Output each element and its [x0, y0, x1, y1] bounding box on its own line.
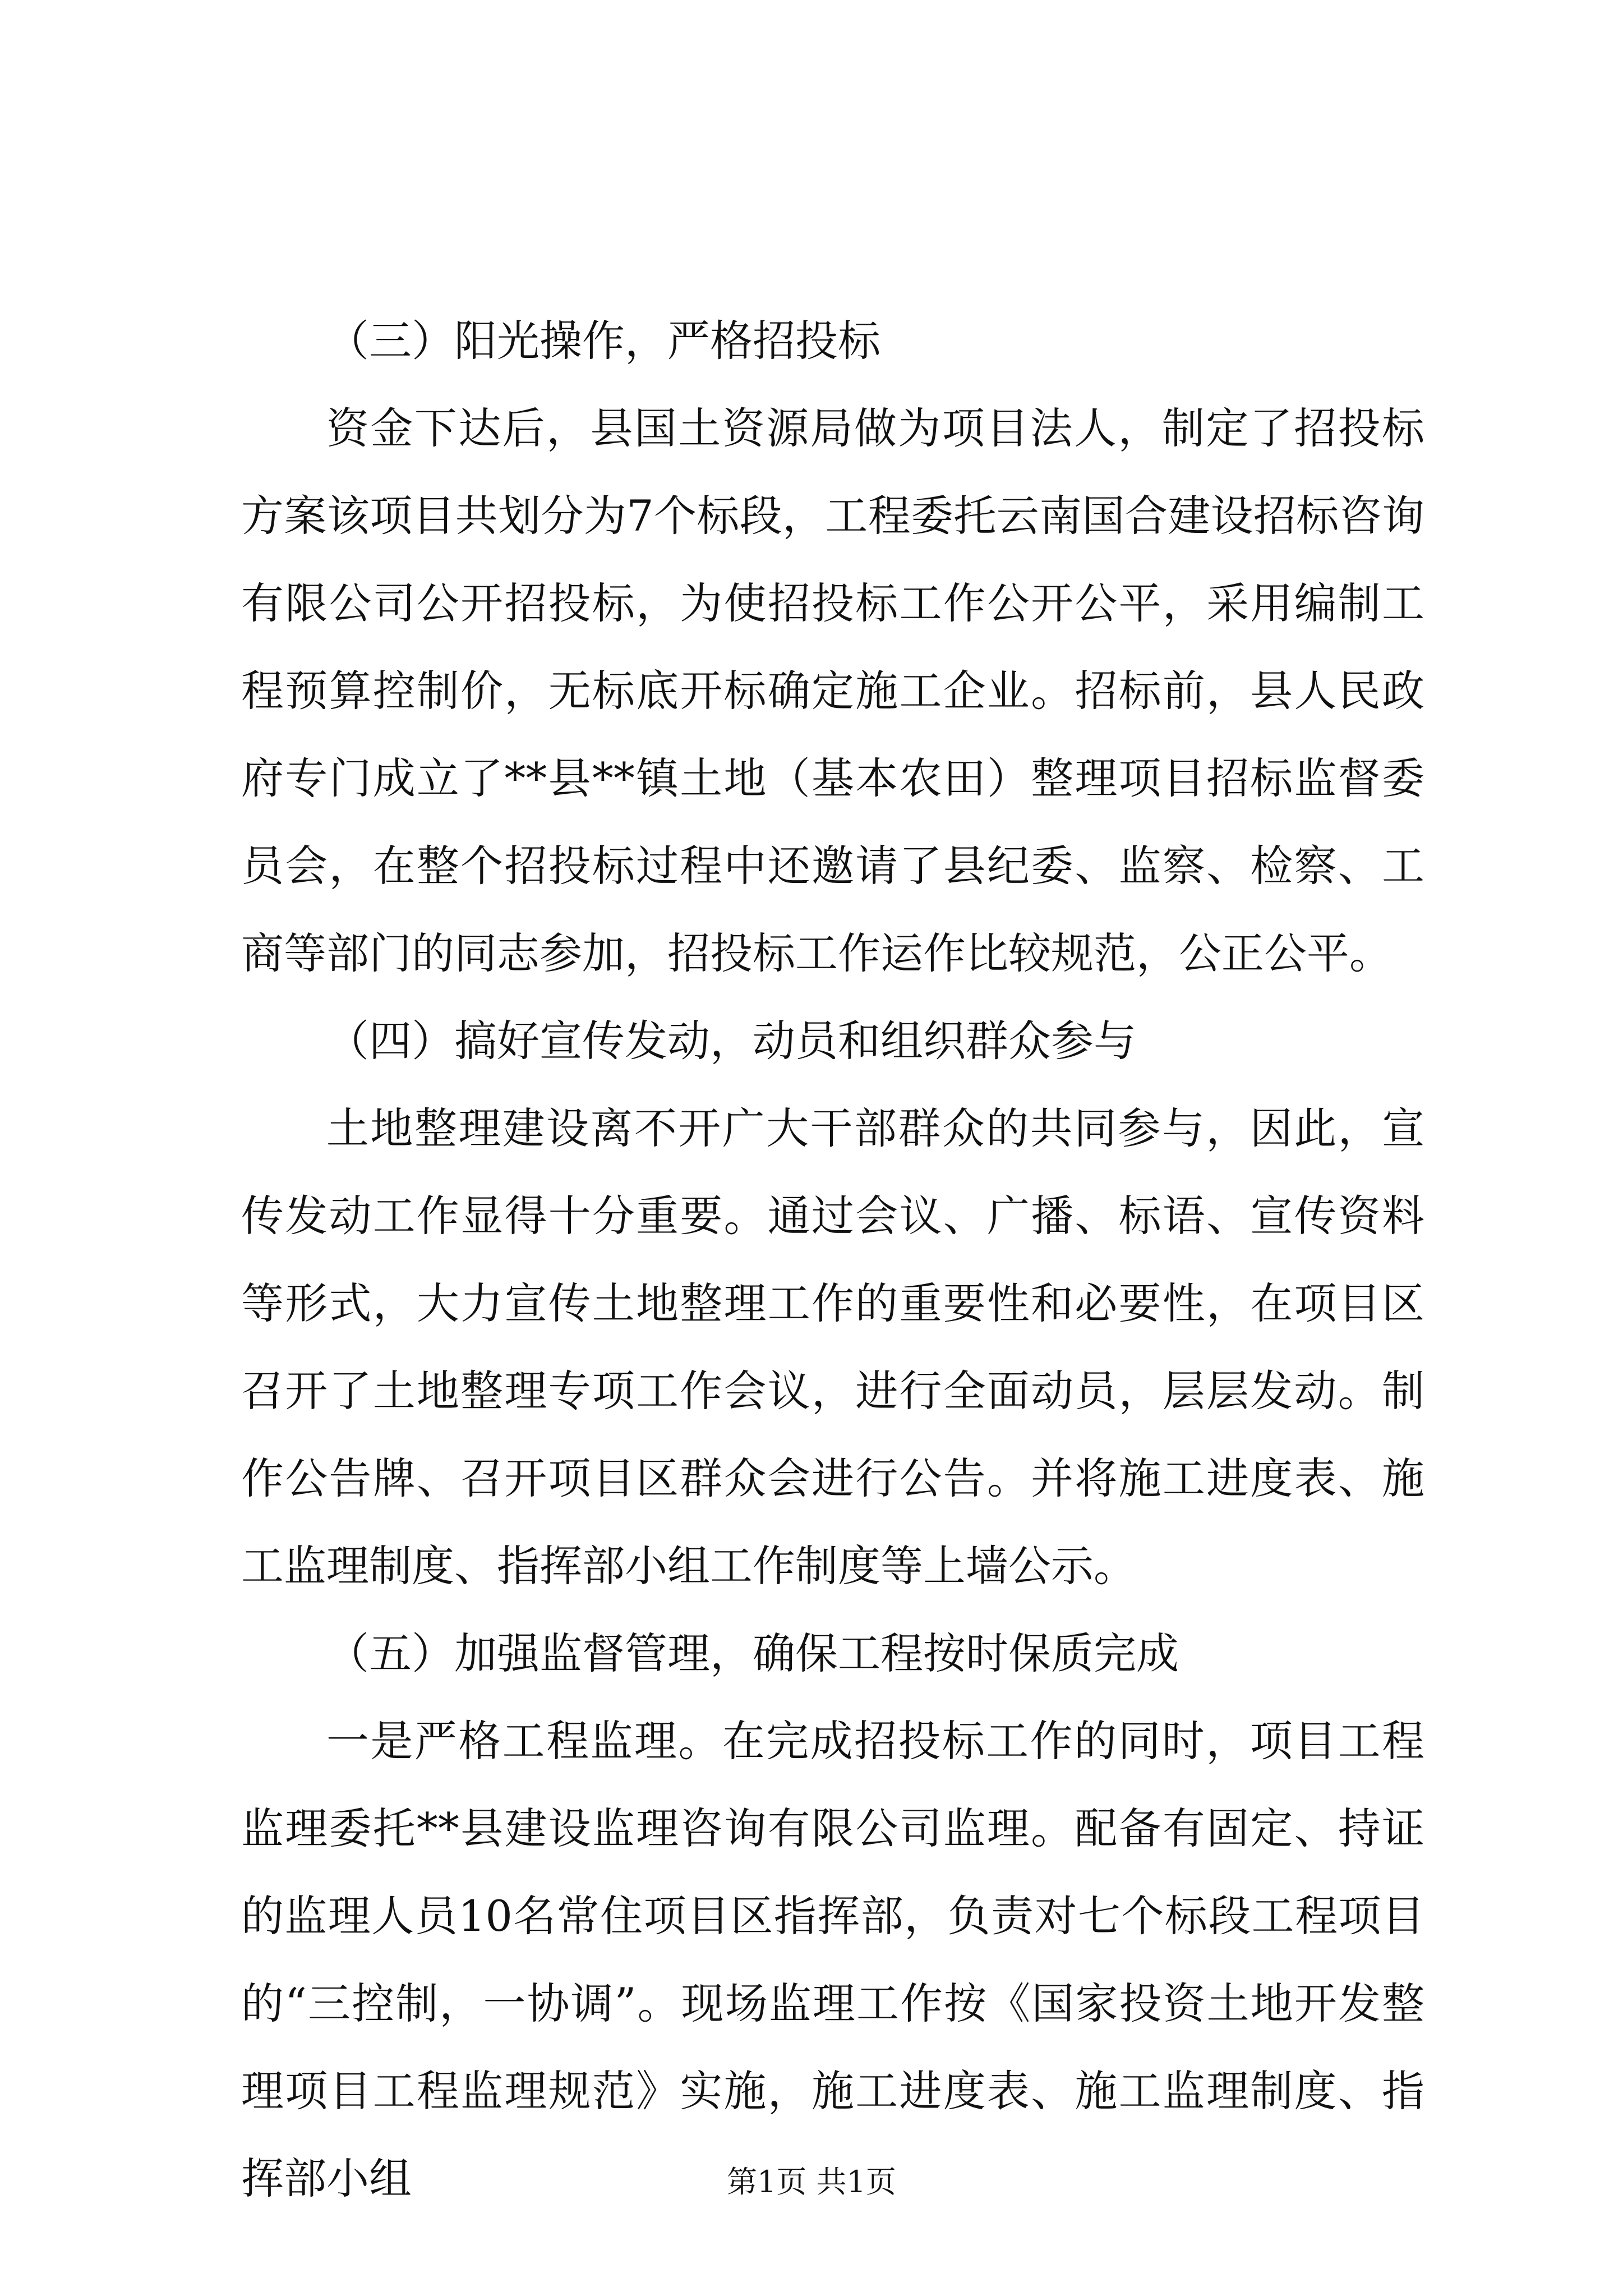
document-body: [241, 297, 1424, 2223]
section-heading-4: （四）搞好宣传发动，动员和组织群众参与: [326, 1016, 1136, 1066]
paragraph-bidding: 资金下达后，县国土资源局做为项目法人，制定了招投标方案该项目共划分为7个标段，工程委托云南国合建设招标咨询有限公司公开招投标，为使招投标工作公开公平，采用编制工程预算控制价，无标底开标确定施工企业。招标前，县人民政府专门成立了**县**镇土地（基本农田）整理项目招标监督委员会，在整个招投标过程中还邀请了县纪委、监察、检察、工商等部门的同志参加，招投标工作运作比较规范，公正公平。: [241, 403, 1424, 978]
section-heading-5: （五）加强监督管理，确保工程按时保质完成: [326, 1628, 1179, 1678]
section-heading-3: （三）阳光操作，严格招投标: [326, 316, 880, 366]
paragraph-supervision: 一是严格工程监理。在完成招投标工作的同时，项目工程监理委托**县建设监理咨询有限公司监理。配备有固定、持证的监理人员10名常住项目区指挥部，负责对七个标段工程项目的“三控制，一协调”。现场监理工作按《国家投资土地开发整理项目工程监理规范》实施，施工进度表、施工监理制度、指挥部小组: [241, 1716, 1424, 2203]
paragraph-publicity: 土地整理建设离不开广大干部群众的共同参与，因此，宣传发动工作显得十分重要。通过会议、广播、标语、宣传资料等形式，大力宣传土地整理工作的重要性和必要性，在项目区召开了土地整理专项工作会议，进行全面动员，层层发动。制作公告牌、召开项目区群众会进行公告。并将施工进度表、施工监理制度、指挥部小组工作制度等上墙公示。: [241, 1103, 1424, 1591]
page-footer: 第1页 共1页: [727, 2164, 896, 2200]
